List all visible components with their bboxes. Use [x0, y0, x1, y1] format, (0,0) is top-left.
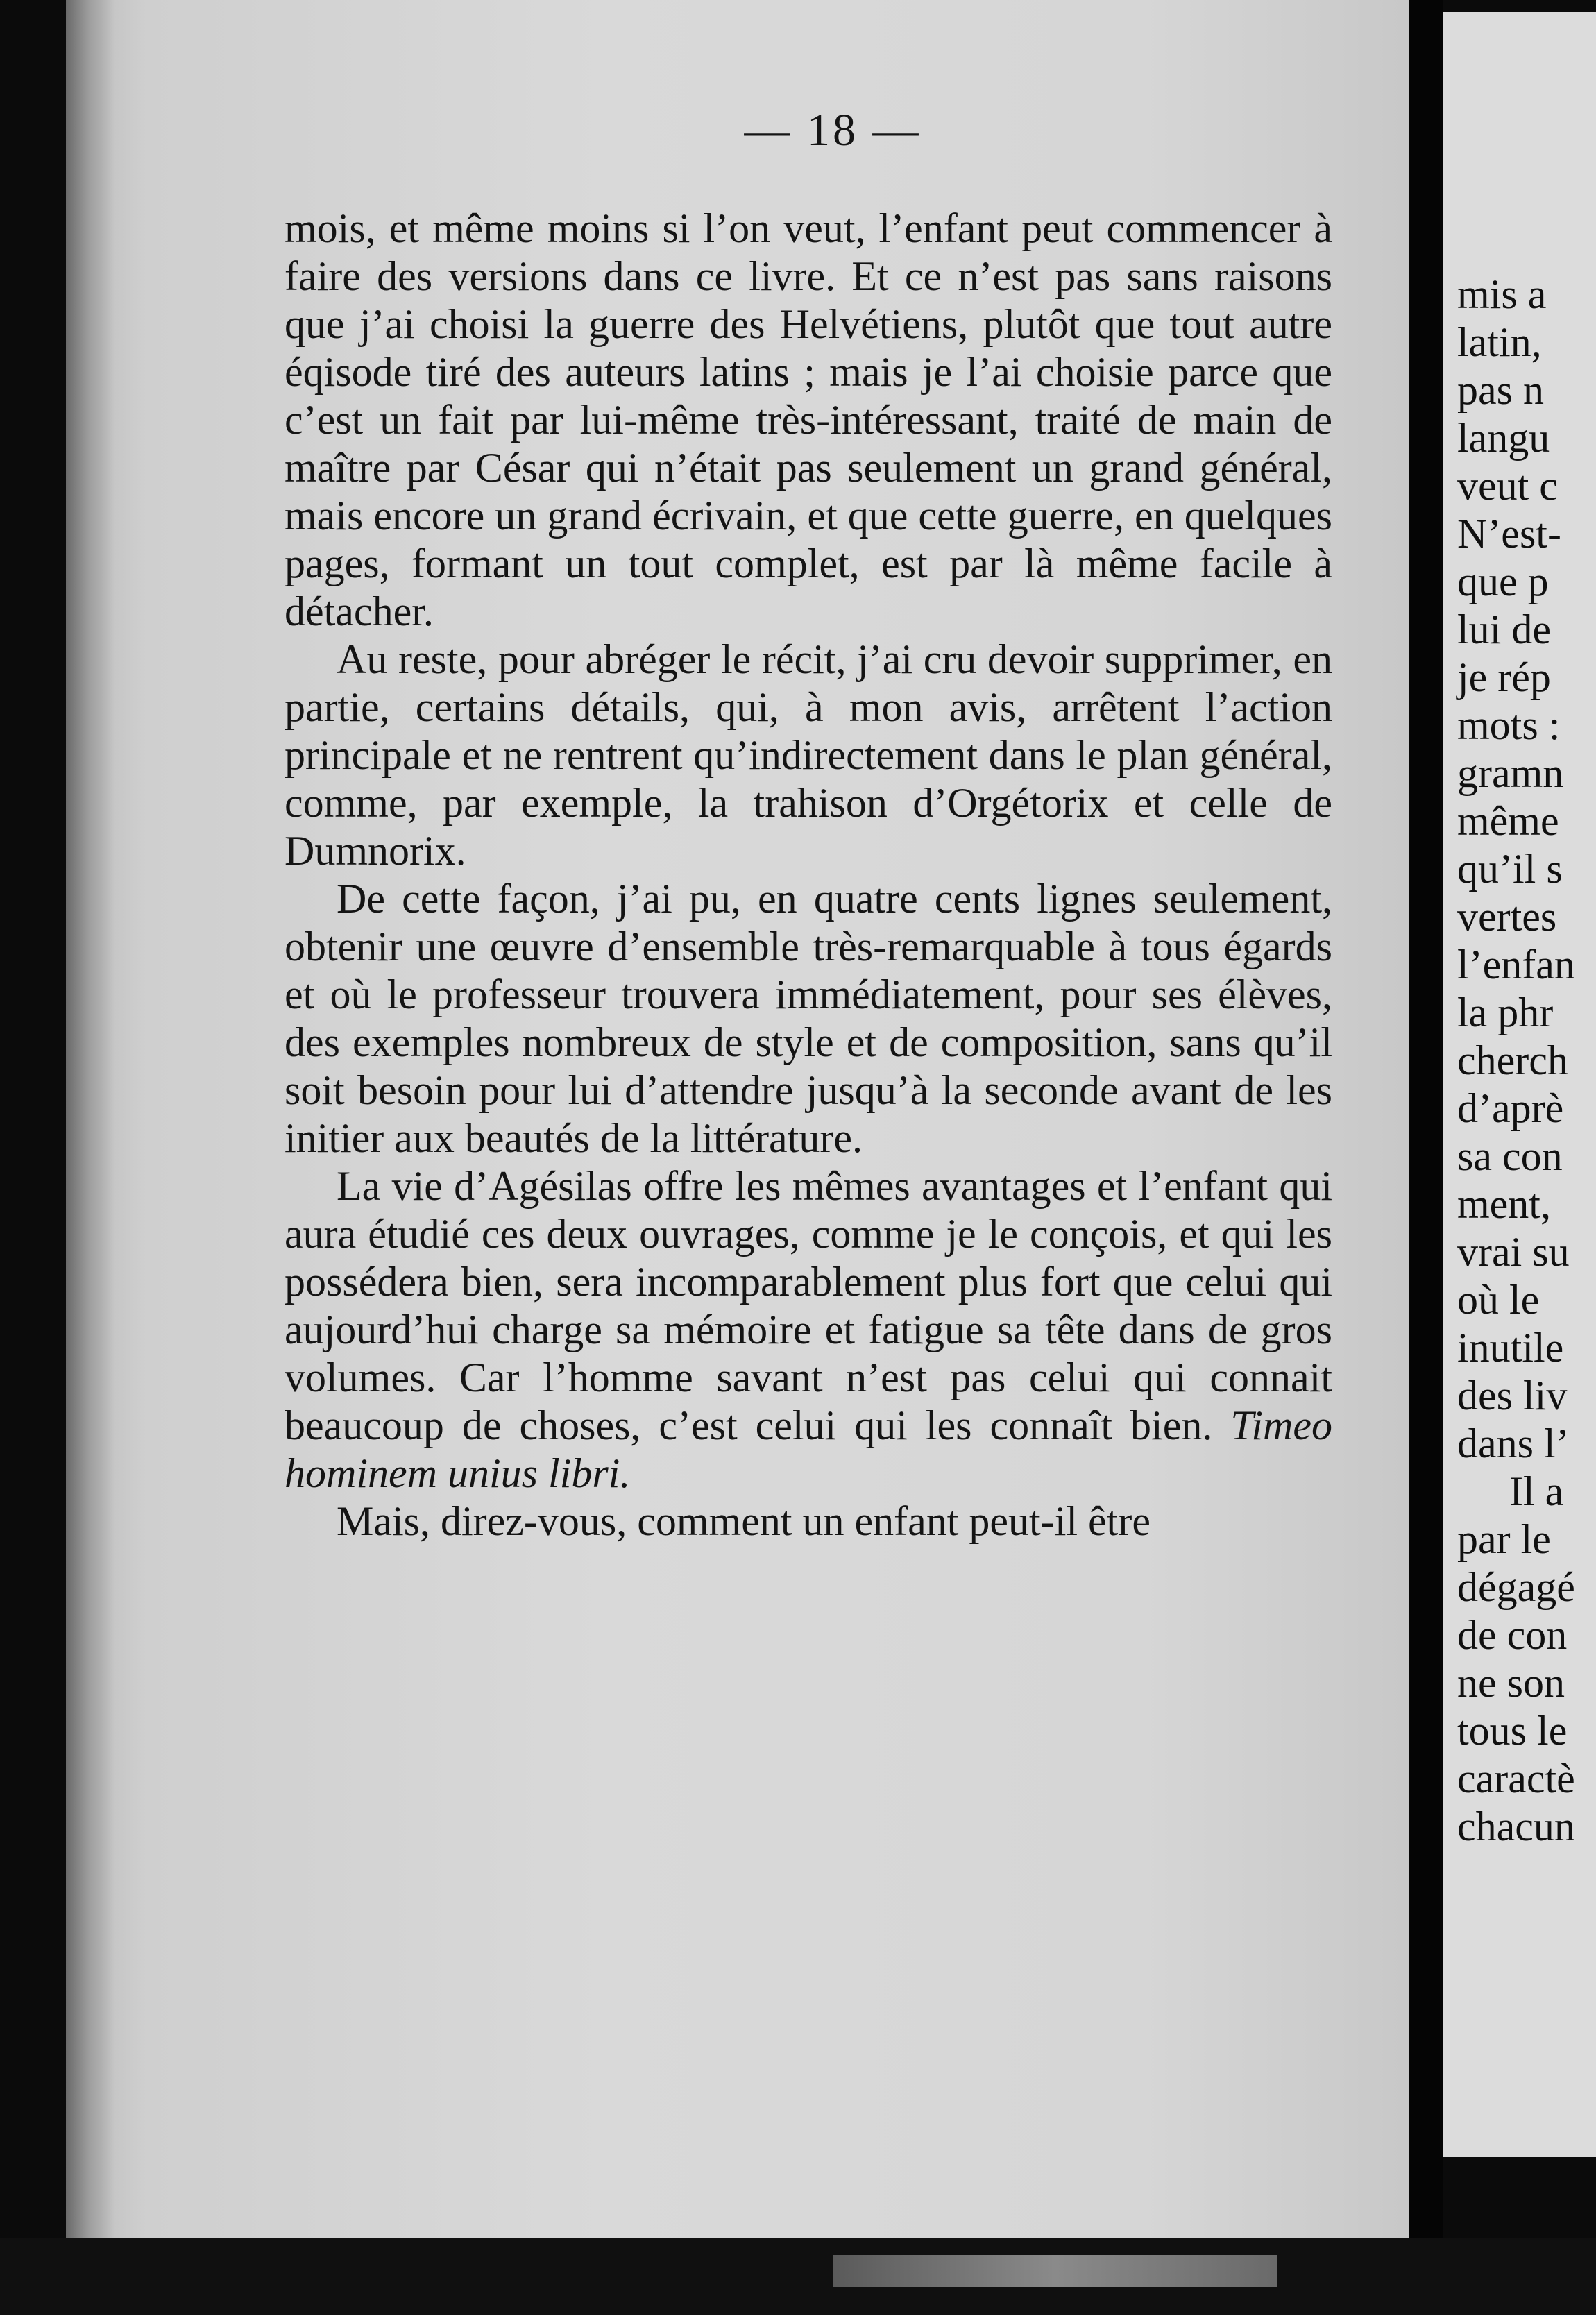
- right-page-line: latin,: [1457, 319, 1542, 365]
- paragraph-3: De cette façon, j’ai pu, en quatre cents lignes seulement, obtenir une œuvre d’ensemble très-remarquable à tous égards et où le professeur trouvera immédiatement, pour ses élèves, des exemples nombreux de style et de composition, sans qu’il soit besoin pour lui d’attendre jusqu’à la seconde avant de les initier aux beautés de la littérature.: [285, 876, 1332, 1161]
- right-page-line: Il a: [1509, 1468, 1564, 1514]
- right-page-line: la phr: [1457, 990, 1554, 1035]
- paragraph-4-latin-quote: Timeo hominem unius libri.: [285, 1402, 1332, 1496]
- scan-bottom-border: [0, 2238, 1596, 2315]
- left-page-edge-shadow: [66, 0, 114, 2238]
- right-page-line: mots :: [1457, 702, 1561, 748]
- main-text-block: [285, 205, 1332, 1545]
- right-page-line: pas n: [1457, 367, 1544, 413]
- right-page-line: dégagé: [1457, 1564, 1575, 1610]
- right-page-line: tous le: [1457, 1708, 1568, 1754]
- right-page-line: langu: [1457, 415, 1550, 461]
- right-page-line: caractè: [1457, 1756, 1575, 1801]
- right-page-line: ment,: [1457, 1181, 1551, 1227]
- right-page-line: l’enfan: [1457, 942, 1575, 987]
- right-page-line: inutile: [1457, 1325, 1564, 1371]
- right-page-line: vrai su: [1457, 1229, 1570, 1275]
- right-page-line: mis a: [1457, 271, 1547, 317]
- right-page-line: d’aprè: [1457, 1085, 1564, 1131]
- right-page-line: vertes: [1457, 894, 1557, 940]
- right-page-line: où le: [1457, 1277, 1540, 1323]
- paragraph-5: Mais, direz-vous, comment un enfant peut-il être: [337, 1498, 1151, 1544]
- right-page-line: qu’il s: [1457, 846, 1563, 892]
- right-page-line: veut c: [1457, 463, 1558, 509]
- page-number: — 18 —: [744, 105, 922, 155]
- right-page-line: ne son: [1457, 1660, 1565, 1706]
- right-page-line: lui de: [1457, 607, 1551, 652]
- right-page-line: chacun: [1457, 1804, 1575, 1849]
- right-page-line: même: [1457, 798, 1559, 844]
- right-page-text: [1457, 271, 1596, 1851]
- right-page-line: cherch: [1457, 1037, 1568, 1083]
- scan-bottom-strip: [833, 2255, 1277, 2287]
- right-page-line: gramn: [1457, 750, 1564, 796]
- right-page-line: que p: [1457, 559, 1549, 604]
- paragraph-4: [285, 1162, 1332, 1498]
- right-page-line: des liv: [1457, 1373, 1568, 1418]
- right-page-line: par le: [1457, 1516, 1551, 1562]
- right-page-line: N’est-: [1457, 511, 1561, 557]
- right-page-line: sa con: [1457, 1133, 1563, 1179]
- right-page-line: je rép: [1457, 654, 1551, 700]
- right-page-line: de con: [1457, 1612, 1568, 1658]
- book-gutter: [1409, 0, 1443, 2315]
- paragraph-4-text: La vie d’Agésilas offre les mêmes avantages et l’enfant qui aura étudié ces deux ouvrages, comme je le conçois, et qui les possédera bien, sera incomparablement plus fort que celui qui aujourd’hui charge sa mémoire et fatigue sa tête dans de gros volumes. Car l’homme savant n’est pas celui qui connait beaucoup de choses, c’est celui qui les connaît bien.: [285, 1163, 1332, 1448]
- right-page-line: dans l’: [1457, 1421, 1570, 1466]
- paragraph-1: mois, et même moins si l’on veut, l’enfant peut commencer à faire des versions dans ce livre. Et ce n’est pas sans raisons que j’ai choisi la guerre des Helvétiens, plutôt que tout autre éqisode tiré des auteurs latins ; mais je l’ai choisie parce que c’est un fait par lui-même très-intéressant, traité de main de maître par César qui n’était pas seulement un grand général, mais encore un grand écrivain, et que cette guerre, en quelques pages, formant un tout complet, est par là même facile à détacher.: [285, 205, 1332, 634]
- paragraph-2: Au reste, pour abréger le récit, j’ai cru devoir supprimer, en partie, certains détails, qui, à mon avis, arrêtent l’action principale et ne rentrent qu’indirectement dans le plan général, comme, par exemple, la trahison d’Orgétorix et celle de Dumnorix.: [285, 636, 1332, 874]
